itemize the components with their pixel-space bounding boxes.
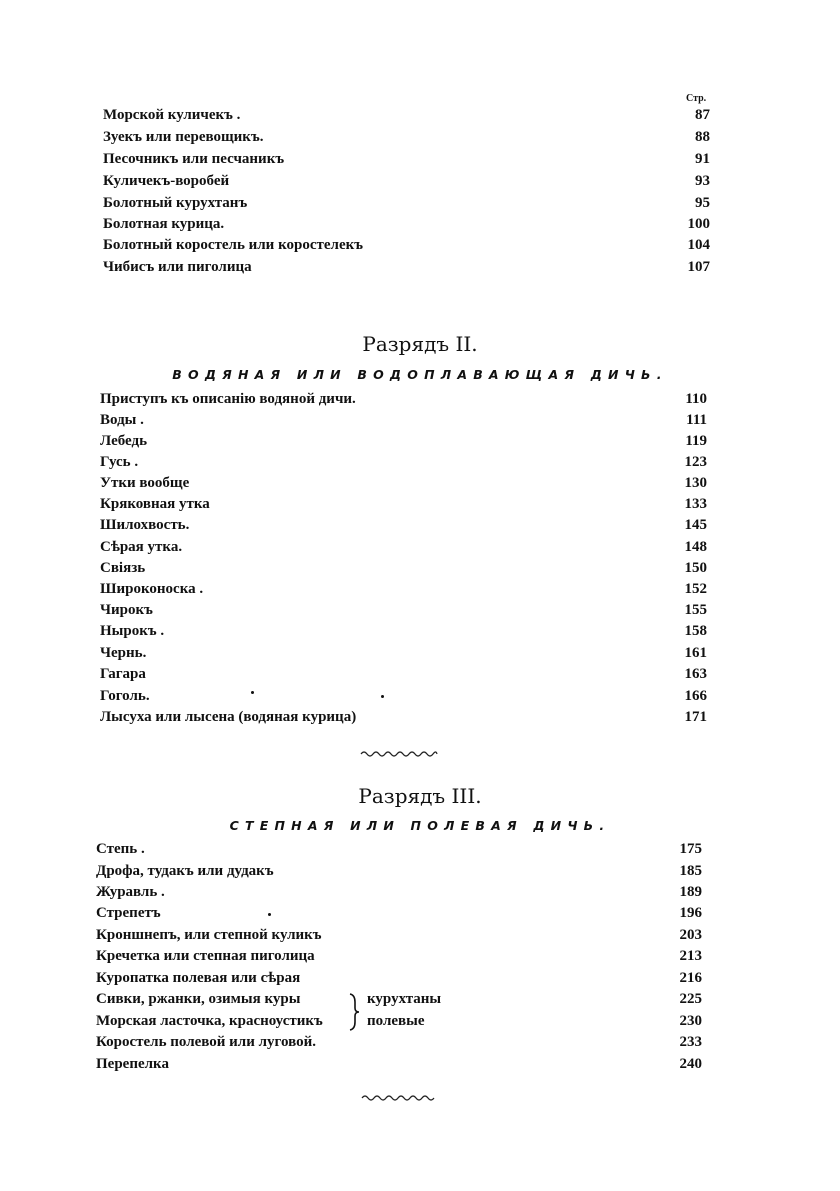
toc-entry[interactable] (100, 663, 707, 685)
toc-entry-page: 185 (679, 863, 702, 879)
toc-entry-title: Песочникъ или песчаникъ (103, 151, 285, 167)
toc-entry-page: 100 (687, 216, 710, 232)
curly-brace-icon (348, 992, 360, 1032)
toc-entry-page: 91 (695, 151, 710, 167)
toc-entry-page: 196 (679, 905, 702, 921)
toc-entry[interactable] (96, 860, 702, 882)
toc-entry-page: 161 (684, 645, 707, 661)
toc-entry-page: 189 (679, 884, 702, 900)
toc-entry-page: 123 (684, 454, 707, 470)
toc-entry-page: 171 (684, 709, 707, 725)
toc-entry[interactable] (96, 838, 702, 860)
toc-entry[interactable] (100, 388, 707, 410)
toc-entry[interactable] (100, 536, 707, 558)
toc-entry[interactable] (96, 945, 702, 967)
toc-entry[interactable] (100, 578, 707, 600)
toc-entry-title: Воды . (100, 412, 144, 428)
toc-entry-page: 213 (679, 948, 702, 964)
toc-entry-page: 148 (684, 539, 707, 555)
brace-note-line-2: полевые (367, 1013, 425, 1029)
toc-entry-title: Морская ласточка, красноустикъ (96, 1013, 323, 1029)
toc-entry[interactable] (96, 1053, 702, 1075)
page-column-label: Стр. (686, 93, 707, 104)
stray-dot-ornament (381, 695, 384, 698)
toc-entry-title: Степь . (96, 841, 145, 857)
toc-entry[interactable] (100, 620, 707, 642)
toc-entry-page: 111 (686, 412, 707, 428)
toc-entry-title: Болотная курица. (103, 216, 225, 232)
toc-entry[interactable] (100, 599, 707, 621)
toc-entry-title: Лысуха или лысена (водяная курица) (100, 709, 357, 725)
toc-entry[interactable] (100, 409, 707, 431)
toc-entry[interactable] (96, 924, 702, 946)
toc-entry-title: Болотный курухтанъ (103, 195, 248, 211)
toc-entry-title: Чернь. (100, 645, 147, 661)
toc-entry-title: Куропатка полевая или сѣрая (96, 970, 301, 986)
toc-entry[interactable] (96, 967, 702, 989)
toc-entry-title: Коростель полевой или луговой. (96, 1034, 316, 1050)
section-2-title: Разрядъ II. (362, 332, 478, 356)
toc-entry-page: 145 (684, 517, 707, 533)
toc-entry-title: Лебедь (100, 433, 148, 449)
toc-entry[interactable] (100, 685, 707, 707)
toc-entry[interactable] (100, 557, 707, 579)
toc-entry-page: 152 (684, 581, 707, 597)
toc-entry[interactable] (100, 706, 707, 728)
toc-entry-title: Перепелка (96, 1056, 169, 1072)
toc-entry-title: Стрепетъ (96, 905, 161, 921)
toc-entry[interactable] (100, 472, 707, 494)
toc-entry-title: Кречетка или степная пиголица (96, 948, 315, 964)
toc-entry-title: Журавль . (96, 884, 165, 900)
toc-entry-page: 166 (684, 688, 707, 704)
toc-entry[interactable] (103, 170, 710, 192)
toc-entry-title: Сивки, ржанки, озимыя куры (96, 991, 301, 1007)
toc-entry-title: Чибисъ или пиголица (103, 259, 252, 275)
toc-entry-title: Зуекъ или перевощикъ. (103, 129, 264, 145)
toc-entry-title: Сѣрая утка. (100, 539, 183, 555)
toc-entry-page: 88 (695, 129, 710, 145)
brace-note-line-1: курухтаны (367, 991, 442, 1007)
toc-entry[interactable] (103, 192, 710, 214)
toc-entry-page: 203 (679, 927, 702, 943)
stray-dot-ornament (268, 913, 271, 916)
toc-entry-page: 155 (684, 602, 707, 618)
toc-entry-title: Кроншнепъ, или степной куликъ (96, 927, 322, 943)
toc-entry-page: 93 (695, 173, 710, 189)
stray-dot-ornament (251, 691, 254, 694)
toc-entry-page: 104 (687, 237, 710, 253)
toc-entry[interactable] (103, 104, 710, 126)
toc-entry[interactable] (103, 234, 710, 256)
toc-entry-title: Гусь . (100, 454, 139, 470)
toc-entry[interactable] (100, 514, 707, 536)
toc-entry-title: Дрофа, тудакъ или дудакъ (96, 863, 274, 879)
toc-entry[interactable] (103, 126, 710, 148)
toc-entry-title: Широконоска . (100, 581, 204, 597)
toc-entry[interactable] (100, 451, 707, 473)
toc-entry-title: Морской куличекъ . (103, 107, 241, 123)
wavy-divider-ornament (360, 748, 438, 758)
toc-entry-page: 150 (684, 560, 707, 576)
toc-entry-title: Нырокъ . (100, 623, 165, 639)
wavy-divider-ornament (361, 1092, 435, 1102)
toc-entry[interactable] (96, 902, 702, 924)
toc-entry-title: Чирокъ (100, 602, 153, 618)
toc-entry[interactable] (96, 881, 702, 903)
toc-entry-title: Гоголь. (100, 688, 150, 704)
toc-entry[interactable] (103, 213, 710, 235)
toc-entry-page: 158 (684, 623, 707, 639)
section-3-subtitle: СТЕПНАЯ ИЛИ ПОЛЕВАЯ ДИЧЬ. (229, 818, 611, 833)
toc-entry-title: Болотный коростель или коростелекъ (103, 237, 364, 253)
toc-entry-title: Кряковная утка (100, 496, 210, 512)
toc-entry-page: 216 (679, 970, 702, 986)
toc-entry-page: 225 (679, 991, 702, 1007)
toc-entry[interactable] (96, 1031, 702, 1053)
toc-entry-title: Свіязь (100, 560, 146, 576)
toc-entry-page: 230 (679, 1013, 702, 1029)
toc-entry[interactable] (103, 148, 710, 170)
toc-entry[interactable] (103, 256, 710, 278)
toc-entry-title: Гагара (100, 666, 146, 682)
section-3-title: Разрядъ III. (358, 784, 482, 808)
toc-entry-title: Шилохвость. (100, 517, 190, 533)
toc-entry-page: 119 (685, 433, 707, 449)
toc-entry-page: 175 (679, 841, 702, 857)
toc-entry-title: Приступъ къ описанію водяной дичи. (100, 391, 356, 407)
toc-entry-page: 233 (679, 1034, 702, 1050)
toc-entry-title: Утки вообще (100, 475, 190, 491)
toc-entry-page: 107 (687, 259, 710, 275)
toc-entry-page: 133 (684, 496, 707, 512)
toc-entry[interactable] (100, 493, 707, 515)
toc-entry-page: 95 (695, 195, 710, 211)
toc-entry-page: 87 (695, 107, 710, 123)
toc-entry[interactable] (100, 430, 707, 452)
section-2-subtitle: ВОДЯНАЯ ИЛИ ВОДОПЛАВАЮЩАЯ ДИЧЬ. (172, 367, 668, 382)
toc-entry-page: 110 (685, 391, 707, 407)
toc-entry-page: 240 (679, 1056, 702, 1072)
toc-entry-title: Куличекъ-воробей (103, 173, 230, 189)
toc-entry[interactable] (100, 642, 707, 664)
toc-entry-page: 163 (684, 666, 707, 682)
toc-entry-page: 130 (684, 475, 707, 491)
